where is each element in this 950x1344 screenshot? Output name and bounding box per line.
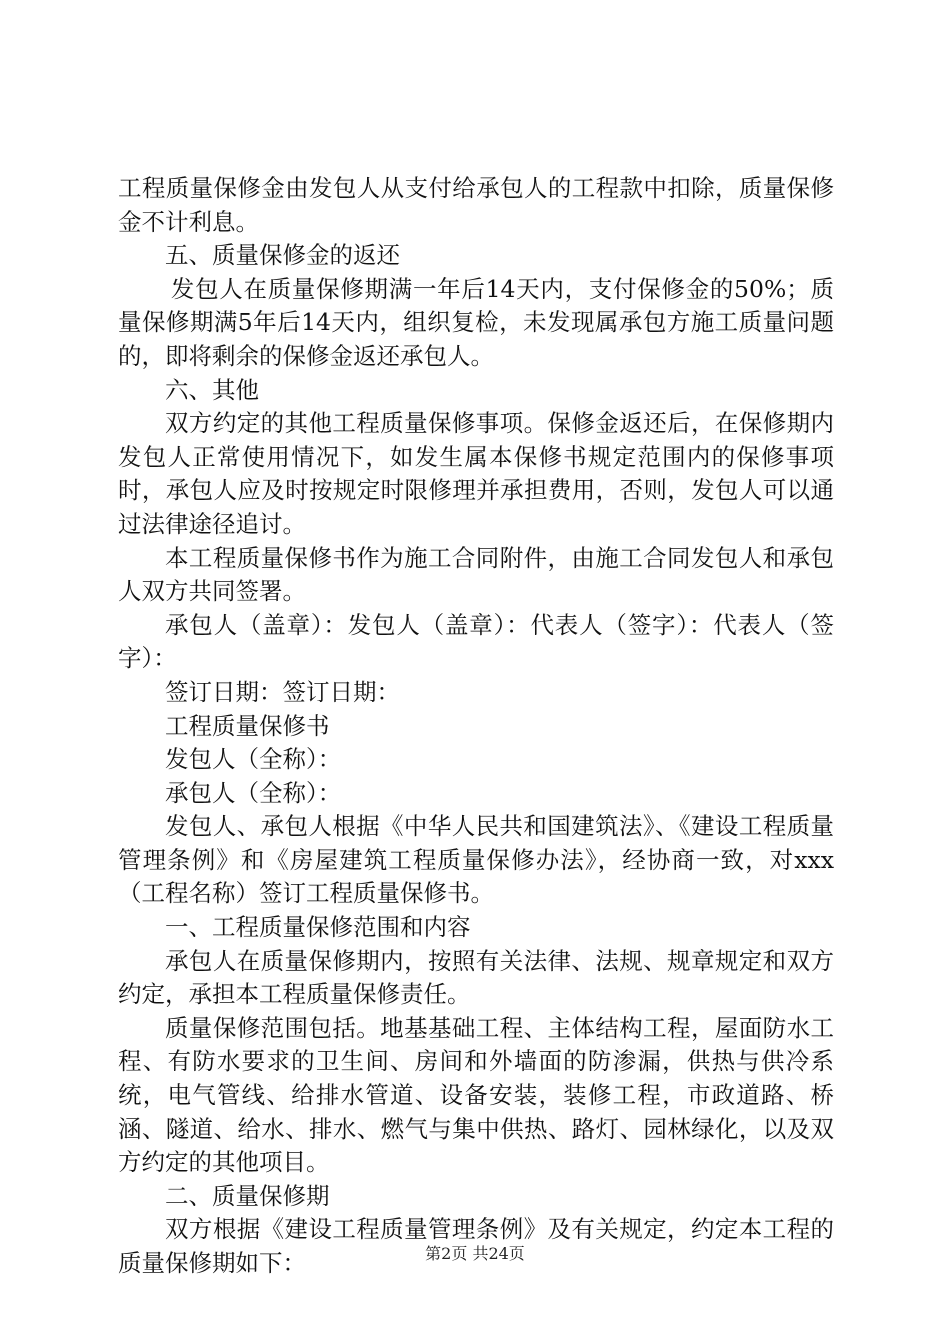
paragraph: 发包人在质量保修期满一年后14天内，支付保修金的50%；质量保修期满5年后14天内，组织复检，未发现属承包方施工质量问题的，即将剩余的保修金返还承包人。 — [118, 274, 834, 370]
section-heading-scope: 一、工程质量保修范围和内容 — [165, 913, 471, 942]
contractor-name-field: 承包人（全称）： — [165, 778, 342, 807]
employer-name-field: 发包人（全称）： — [165, 745, 342, 774]
document-title: 工程质量保修书 — [165, 711, 330, 740]
page-number: 第2页 共24页 — [425, 1244, 525, 1263]
signature-line: 承包人（盖章）：发包人（盖章）：代表人（签字）：代表人（签字）： — [118, 610, 834, 673]
section-heading-return-of-deposit: 五、质量保修金的返还 — [165, 241, 400, 270]
paragraph: 承包人在质量保修期内，按照有关法律、法规、规章规定和双方约定，承担本工程质量保修责任。 — [118, 946, 834, 1009]
signing-date-line: 签订日期：签订日期： — [165, 677, 400, 706]
paragraph: 发包人、承包人根据《中华人民共和国建筑法》、《建设工程质量管理条例》和《房屋建筑工程质量保修办法》，经协商一致，对xxx（工程名称）签订工程质量保修书。 — [118, 812, 834, 908]
paragraph: 本工程质量保修书作为施工合同附件，由施工合同发包人和承包人双方共同签署。 — [118, 543, 834, 606]
paragraph: 工程质量保修金由发包人从支付给承包人的工程款中扣除，质量保修金不计利息。 — [118, 174, 834, 236]
section-heading-warranty-period: 二、质量保修期 — [165, 1181, 330, 1210]
document-body — [118, 172, 834, 1281]
paragraph: 双方约定的其他工程质量保修事项。保修金返还后，在保修期内发包人正常使用情况下，如发生属本保修书规定范围内的保修事项时，承包人应及时按规定时限修理并承担费用，否则，发包人可以通过法律途径追讨。 — [118, 409, 834, 538]
paragraph: 双方根据《建设工程质量管理条例》及有关规定，约定本工程的质量保修期如下： — [118, 1215, 834, 1277]
paragraph: 质量保修范围包括。地基基础工程、主体结构工程，屋面防水工程、有防水要求的卫生间、房间和外墙面的防渗漏，供热与供冷系统，电气管线、给排水管道、设备安装，装修工程，市政道路、桥涵、隧道、给水、排水、燃气与集中供热、路灯、园林绿化，以及双方约定的其他项目。 — [118, 1013, 834, 1177]
section-heading-other: 六、其他 — [165, 375, 259, 404]
